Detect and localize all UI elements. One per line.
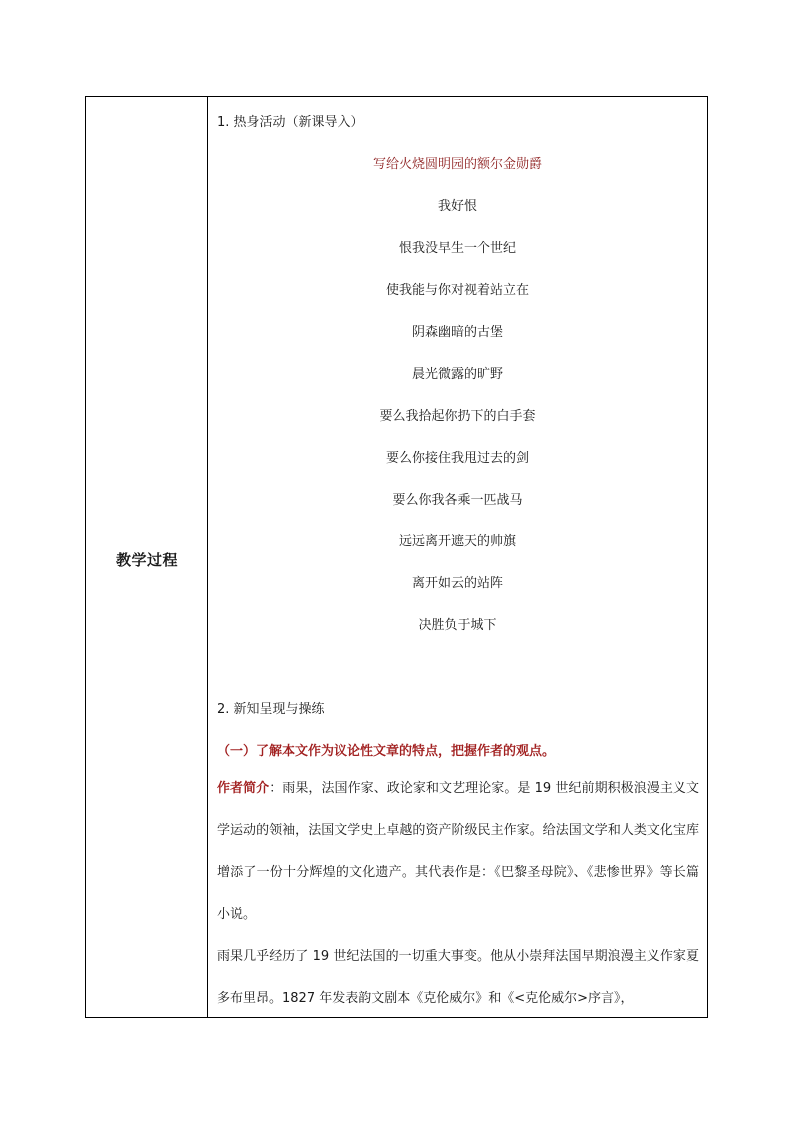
- poem-line: 离开如云的站阵: [411, 576, 503, 591]
- row-label: 教学过程: [115, 551, 178, 569]
- author-intro-paragraph: [217, 768, 699, 936]
- poem-line: 使我能与你对视着站立在: [385, 283, 529, 298]
- poem-line: 要么你接住我甩过去的剑: [385, 451, 529, 466]
- poem-line: 要么你我各乘一匹战马: [392, 493, 523, 508]
- poem-line: 恨我没早生一个世纪: [398, 241, 516, 256]
- poem-line: 阴森幽暗的古堡: [411, 325, 503, 340]
- lesson-plan-table: [85, 96, 708, 1018]
- newknowledge-heading: 2. 新知呈现与操练: [217, 702, 325, 717]
- poem-line: 要么我拾起你扔下的白手套: [379, 409, 536, 424]
- biography-paragraph: 雨果几乎经历了 19 世纪法国的一切重大事变。他从小崇拜法国早期浪漫主义作家夏多布里昂。1827 年发表韵文剧本《克伦威尔》和《<克伦威尔>序言》，: [217, 949, 699, 1006]
- poem-line: 晨光微露的旷野: [411, 367, 503, 382]
- content-cell: [208, 97, 707, 1017]
- poem-line: 决胜负于城下: [418, 618, 497, 633]
- section-subheading: （一）了解本文作为议论性文章的特点，把握作者的观点。: [217, 744, 556, 759]
- poem-line: 远远离开遮天的帅旗: [398, 534, 516, 549]
- poem-line: 我好恨: [437, 199, 477, 214]
- row-label-cell: [86, 97, 208, 1017]
- author-intro-text: ：雨果，法国作家、政论家和文艺理论家。是 19 世纪前期积极浪漫主义文学运动的领袖，法国文学史上卓越的资产阶级民主作家。给法国文学和人类文化宝库增添了一份十分辉煌的文化遗产。其代表作是：《巴黎圣母院》、《悲惨世界》等长篇小说。: [217, 781, 699, 922]
- warmup-heading: 1. 热身活动（新课导入）: [217, 115, 364, 130]
- poem-title: 写给火烧圆明园的额尔金勋爵: [372, 157, 542, 172]
- author-intro-tag: 作者简介: [217, 781, 270, 796]
